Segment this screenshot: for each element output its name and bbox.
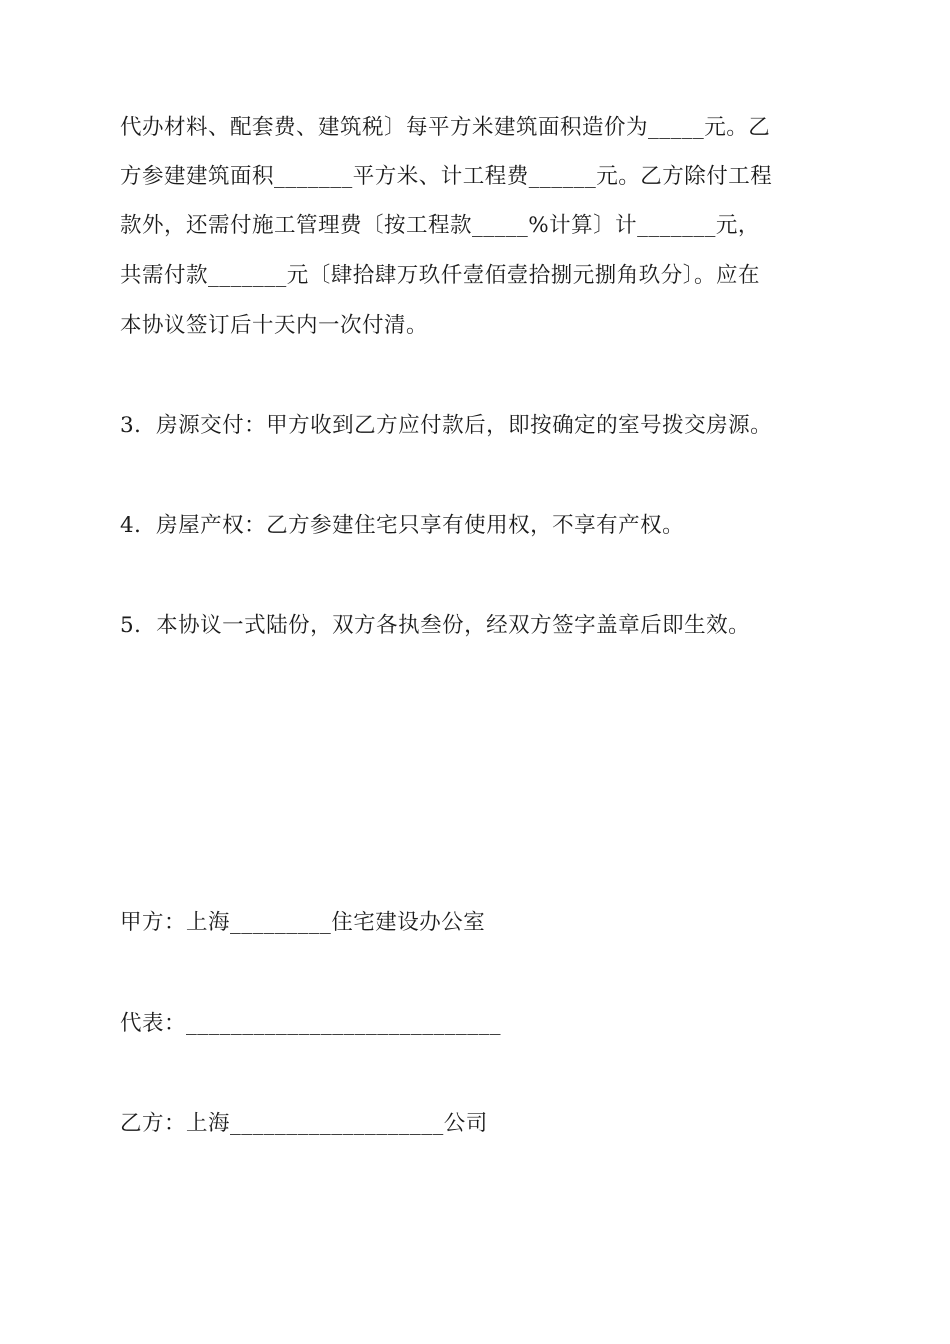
clause2-line-1: 代办材料、配套费、建筑税〕每平方米建筑面积造价为_____元。乙 bbox=[120, 115, 771, 140]
clause-3-paragraph: 3．房源交付：甲方收到乙方应付款后，即按确定的室号拨交房源。 bbox=[120, 413, 773, 438]
representative-signature-line: 代表：____________________________ bbox=[120, 1011, 502, 1036]
clause2-line-4: 共需付款_______元〔肆拾肆万玖仟壹佰壹拾捌元捌角玖分〕。应在 bbox=[120, 263, 761, 288]
clause2-line-2: 方参建建筑面积_______平方米、计工程费______元。乙方除付工程 bbox=[120, 164, 773, 189]
clause-5-paragraph: 5．本协议一式陆份，双方各执叁份，经双方签字盖章后即生效。 bbox=[120, 613, 751, 638]
clause-4-paragraph: 4．房屋产权：乙方参建住宅只享有使用权，不享有产权。 bbox=[120, 513, 685, 538]
clause2-line-5: 本协议签订后十天内一次付清。 bbox=[120, 313, 429, 338]
clause2-line-3: 款外，还需付施工管理费〔按工程款_____%计算〕计_______元， bbox=[120, 213, 760, 238]
party-a-signature-line: 甲方：上海_________住宅建设办公室 bbox=[120, 910, 486, 935]
party-b-signature-line: 乙方：上海___________________公司 bbox=[120, 1111, 488, 1136]
